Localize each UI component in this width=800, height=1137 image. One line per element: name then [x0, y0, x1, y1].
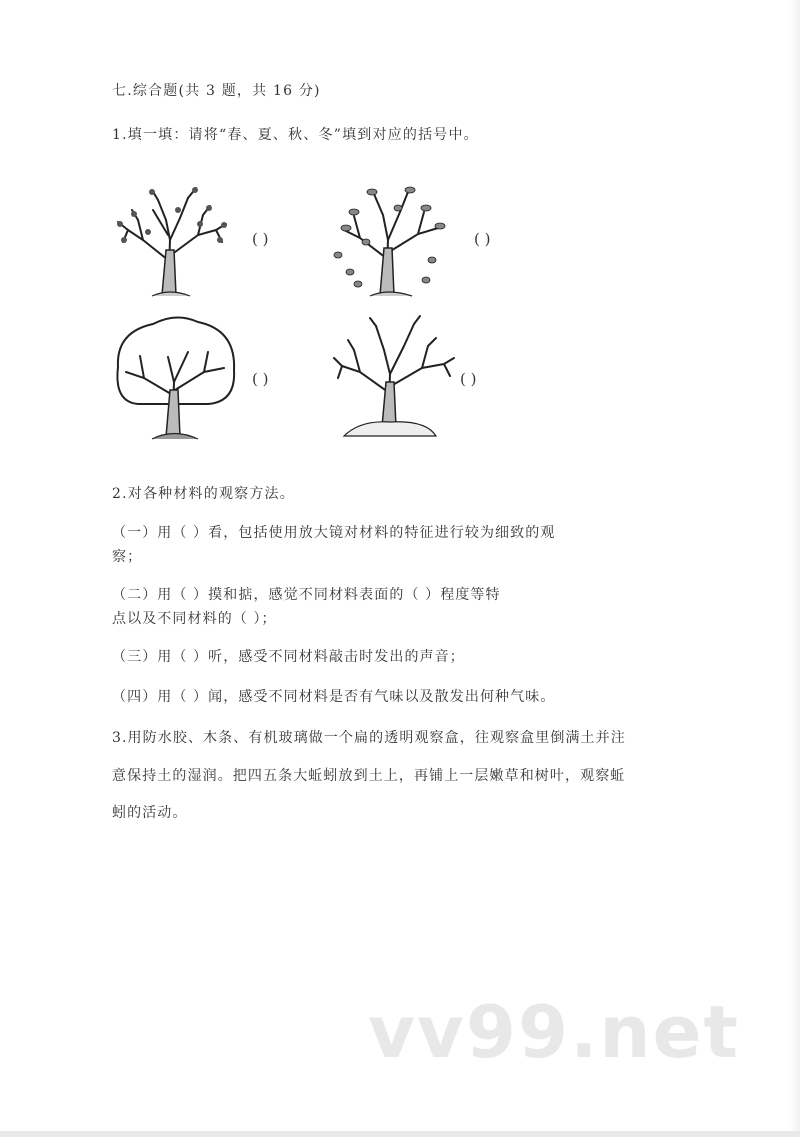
question-2-item-2: （二）用（ ）摸和掂，感觉不同材料表面的（ ）程度等特: [112, 587, 501, 603]
question-2-item-1: （一）用（ ）看，包括使用放大镜对材料的特征进行较为细致的观: [112, 525, 556, 541]
question-2-text: 2.对各种材料的观察方法。: [112, 486, 295, 502]
answer-paren-4[interactable]: ( ): [460, 370, 477, 388]
tree-autumn-image: [328, 180, 458, 300]
question-2-item-4: （四）用（ ）闻，感受不同材料是否有气味以及散发出何种气味。: [112, 689, 556, 705]
question-3-line-2: 意保持土的湿润。把四五条大蚯蚓放到土上，再铺上一层嫩草和树叶，观察蚯: [112, 768, 626, 784]
question-2-item-1-cont: 察；: [112, 549, 143, 565]
tree-spring-image: [108, 180, 238, 300]
tree-winter-image: [330, 312, 460, 442]
watermark: vv99.net: [368, 990, 740, 1074]
answer-paren-3[interactable]: ( ): [252, 370, 269, 388]
question-2-item-2-cont: 点以及不同材料的（ ）；: [112, 611, 277, 627]
page-edge-shadow: [790, 0, 800, 1137]
question-3-line-1: 3.用防水胶、木条、有机玻璃做一个扁的透明观察盒，往观察盒里倒满土并注: [112, 730, 626, 746]
tree-summer-image: [108, 312, 243, 442]
answer-paren-1[interactable]: ( ): [252, 230, 269, 248]
section-title: 七.综合题(共 3 题，共 16 分): [112, 83, 321, 99]
page-bottom-border: [0, 1131, 800, 1137]
question-1-text: 1.填一填：请将“春、夏、秋、冬”填到对应的括号中。: [112, 127, 479, 143]
question-3-line-3: 蚓的活动。: [112, 805, 188, 821]
question-2-item-3: （三）用（ ）听，感受不同材料敲击时发出的声音；: [112, 649, 465, 665]
answer-paren-2[interactable]: ( ): [474, 230, 491, 248]
